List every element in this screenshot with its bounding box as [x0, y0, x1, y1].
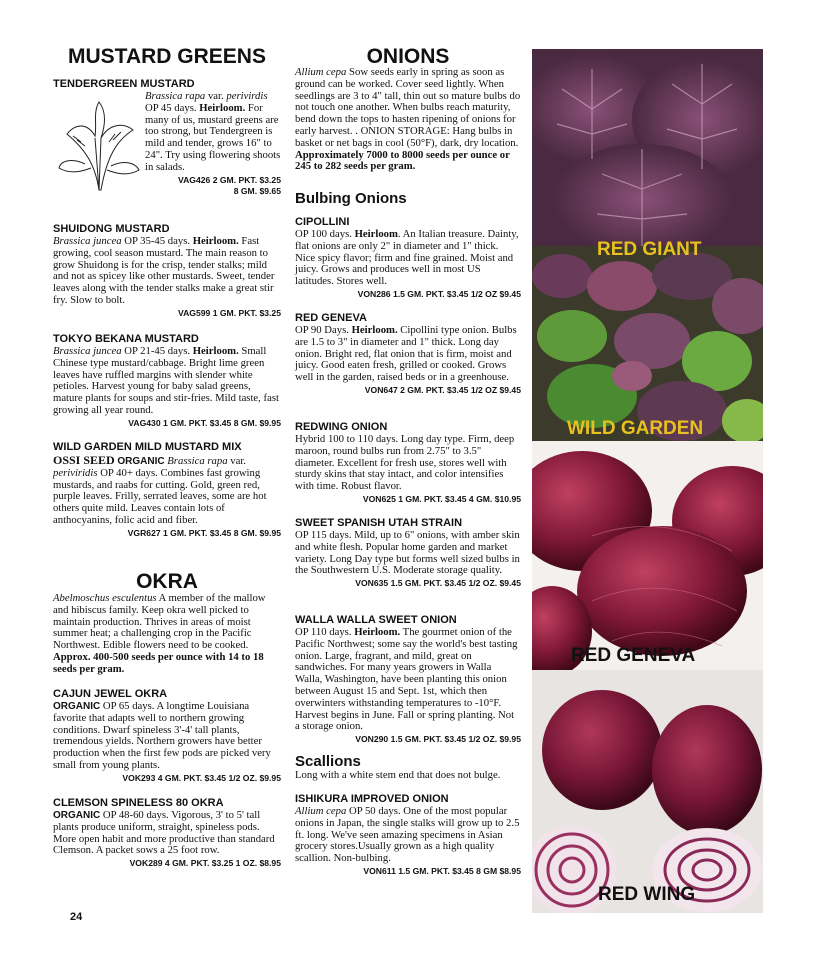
product-name: CAJUN JEWEL OKRA	[53, 688, 168, 700]
cajun-jewel-entry	[53, 688, 281, 784]
okra-section-title: OKRA	[136, 570, 198, 593]
red-giant-image	[532, 49, 763, 246]
mustard-section-title: MUSTARD GREENS	[68, 45, 266, 68]
onions-intro-text: Allium cepa Sow seeds early in spring as soon as ground can be worked. Cover seed lightly. When seedlings are 3 to 4" tall, thin out so mature bulbs do not touch one another. When bulbs reach maturity, bend down the tops to hasten ripening of onions for early harvest. . ONION STORAGE: Hang bulbs in basket or net bags in cool (50°F), dark, dry location. Approximately 7000 to 8000 seeds per ounce or 245 to 282 seeds per gram.	[295, 66, 521, 173]
product-desc: OP 115 days. Mild, up to 6" onions, with amber skin and white flesh. Popular home garden and market variety. Long Day type but forms well sized bulbs in the Southwestern U.S. Moderate storage quality.	[295, 529, 520, 577]
product-name: TENDERGREEN MUSTARD	[53, 78, 195, 90]
product-name: SWEET SPANISH UTAH STRAIN	[295, 517, 463, 529]
scallions-desc: Long with a white stem end that does not bulge.	[295, 769, 501, 781]
red-geneva-label: RED GENEVA	[571, 645, 696, 666]
product-name: ISHIKURA IMPROVED ONION	[295, 793, 449, 805]
product-price: VON625 1 GM. PKT. $3.45 4 GM. $10.95	[362, 493, 521, 504]
red-geneva-image	[532, 441, 763, 670]
product-desc: OSSI SEED ORGANIC Brassica rapa var. periviridis OP 40+ days. Combines fast growing mustards, and raabs for cutting. Gold, green red, purple leaves. Frilly, serrated leaves, some are hot others quite mild. Leaves contain lots of anthocyanins, folic acid and fiber.	[53, 453, 267, 526]
product-price: VOK289 4 GM. PKT. $3.25 1 OZ. $8.95	[129, 858, 281, 869]
product-desc: OP 100 days. Heirloom. An Italian treasure. Dainty, flat onions are only 2" in diameter and 1" thick. Nice spicy flavor; firm and fine grained. Moist and juicy. Grows and produces well in most US latitudes. Stores well.	[295, 228, 519, 288]
red-geneva-photo	[532, 441, 763, 670]
scallions-desc-block	[295, 770, 521, 782]
red-giant-label: RED GIANT	[597, 239, 702, 260]
product-price: VAG599 1 GM. PKT. $3.25	[177, 307, 281, 318]
red-geneva-entry	[295, 312, 521, 396]
product-price: VON290 1.5 GM. PKT. $3.45 1/2 OZ. $9.95	[355, 734, 521, 745]
sweet-spanish-entry	[295, 517, 521, 589]
redwing-entry	[295, 421, 521, 505]
clemson-spineless-entry	[53, 797, 281, 869]
onions-section-title: ONIONS	[366, 45, 450, 68]
wild-garden-label: WILD GARDEN	[567, 418, 704, 439]
wild-garden-image	[532, 246, 763, 441]
product-name: WILD GARDEN MILD MUSTARD MIX	[53, 441, 242, 453]
onions-intro	[295, 67, 521, 173]
product-price: VON635 1.5 GM. PKT. $3.45 1/2 OZ. $9.45	[355, 578, 521, 589]
red-giant-photo	[532, 49, 763, 246]
scallions-heading: Scallions	[295, 753, 361, 770]
product-price: VAG426 2 GM. PKT. $3.25	[177, 174, 281, 185]
mustard-plant-illustration	[55, 94, 143, 194]
product-name: WALLA WALLA SWEET ONION	[295, 614, 457, 626]
product-name: CIPOLLINI	[295, 216, 350, 228]
product-price: VON286 1.5 GM. PKT. $3.45 1/2 OZ $9.45	[357, 288, 521, 299]
product-price: VON647 2 GM. PKT. $3.45 1/2 OZ $9.45	[364, 384, 521, 395]
product-price: VON611 1.5 GM. PKT. $3.45 8 GM $8.95	[363, 865, 521, 876]
bulbing-onions-heading: Bulbing Onions	[295, 190, 407, 207]
cipollini-entry	[295, 216, 521, 300]
product-desc: OP 90 Days. Heirloom. Cipollini type onion. Bulbs are 1.5 to 3" in diameter and 1" thick. Long day onion. Bright red, flat onion that is firm, moist and juicy. Good eaten fresh, grilled or cooked. Grows well in the garden, raised beds or in a greenhouse.	[295, 324, 517, 384]
product-desc: Hybrid 100 to 110 days. Long day type. Firm, deep maroon, round bulbs run from 2.75" to 3.5" diameter. Excellent for fresh use, stores well with sturdy skins that stay intact, and color intensifies with time. Robust flavor.	[295, 433, 515, 493]
product-desc: ORGANIC OP 48-60 days. Vigorous, 3' to 5' tall plants produce uniform, straight, spineless pods. More open habit and more productive than standard Clemson. A packet sows a 25 foot row.	[53, 809, 275, 857]
walla-walla-entry	[295, 614, 521, 745]
ishikura-entry	[295, 793, 521, 877]
product-name: RED GENEVA	[295, 312, 367, 324]
product-price: VOK293 4 GM. PKT. $3.45 1/2 OZ. $9.95	[122, 772, 281, 783]
red-wing-photo	[532, 670, 763, 913]
product-desc: OP 110 days. Heirloom. The gourmet onion of the Pacific Northwest; some say the world's best tasting onion. Large, fragrant, and mild, great on sandwiches. For many years growers in Walla Walla, Washington, have been planting this onion between August 15 and Sept. 1st, which then overwinters withstanding temperatures to -10°F. Harvest begins in June. Fall or spring planting. Not a storage onion.	[295, 626, 518, 733]
product-name: TOKYO BEKANA MUSTARD	[53, 333, 199, 345]
red-wing-image	[532, 670, 763, 913]
product-desc: Allium cepa OP 50 days. One of the most popular onions in Japan, the single stalks will grow up to 2.5 ft. long. We've seen amazing specimens in Asian grocery stores.Usually grown as a high quality scallion. Non-bulbing.	[295, 805, 520, 865]
product-price: VAG430 1 GM. PKT. $3.45 8 GM. $9.95	[128, 417, 281, 428]
red-wing-label: RED WING	[598, 884, 696, 905]
okra-intro-text: Abelmoschus esculentus A member of the mallow and hibiscus family. Keep okra well picked to maintain production. Thrives in areas of moist summer heat; a challenging crop in the Pacific Northwest. Edible flowers need to be cooked. Approx. 400-500 seeds per ounce with 14 to 18 seeds per gram.	[53, 592, 266, 675]
tendergreen-entry	[53, 78, 281, 197]
shuidong-entry	[53, 223, 281, 319]
wild-garden-photo	[532, 246, 763, 441]
product-desc: Brassica juncea OP 35-45 days. Heirloom. Fast growing, cool season mustard. The main reason to grow Shuidong is for the crisp, tender stalks; mild and not as spicey like other mustards. Sweet, tender leaves along with the tender stalks make a great stir fry. Slow to bolt.	[53, 235, 275, 306]
product-name: CLEMSON SPINELESS 80 OKRA	[53, 797, 224, 809]
product-price: 8 GM. $9.65	[233, 185, 281, 196]
product-name: SHUIDONG MUSTARD	[53, 223, 170, 235]
product-desc: Brassica juncea OP 21-45 days. Heirloom. Small Chinese type mustard/cabbage. Bright lime green leaves have ruffled margins with slender white petioles. Harvest young for baby salad greens, mature plants for soups and stir-fries. Mild taste, fast growing all year round.	[53, 345, 279, 416]
product-desc: ORGANIC OP 65 days. A longtime Louisiana favorite that adapts well to northern growing conditions. Dwarf spineless 3'-4' tall plants, tremendous yields. Northern growers have better production when the first few pods are picked very small from young plants.	[53, 700, 271, 771]
product-desc: Brassica rapa var. perivirdis OP 45 days. Heirloom. For many of us, mustard greens are too strong, but Tendergreen is mild and tender, grows 16" to 24". Try using flowering shoots in salads.	[145, 90, 281, 173]
okra-intro	[53, 593, 281, 676]
page-number: 24	[70, 911, 83, 923]
product-price: VGR627 1 GM. PKT. $3.45 8 GM. $9.95	[127, 527, 281, 538]
tokyo-bekana-entry	[53, 333, 281, 429]
wild-garden-entry	[53, 441, 281, 539]
product-name: REDWING ONION	[295, 421, 388, 433]
